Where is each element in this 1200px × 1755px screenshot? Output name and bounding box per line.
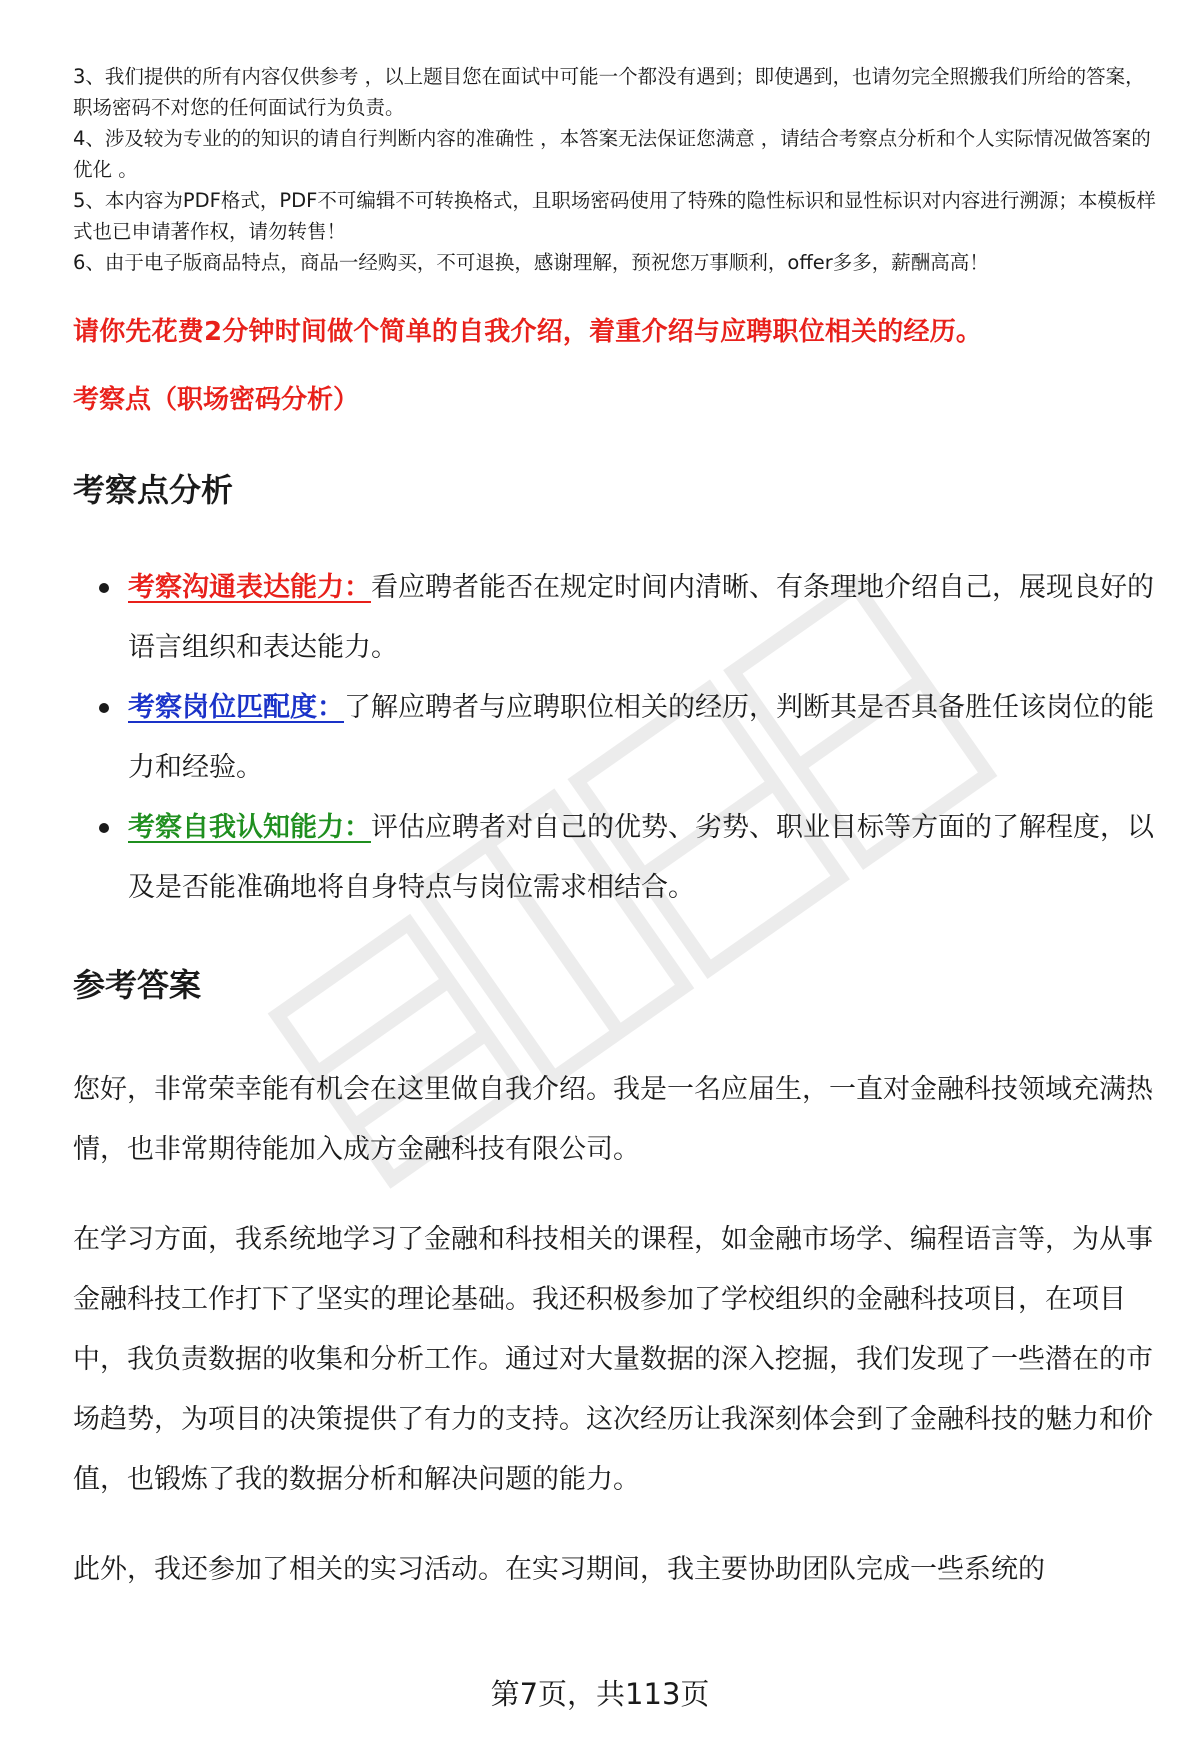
answer-paragraph: 在学习方面，我系统地学习了金融和科技相关的课程，如金融市场学、编程语言等，为从事金融科技工作打下了坚实的理论基础。我还积极参加了学校组织的金融科技项目，在项目中，我负责数据的收集和分析工作。通过对大量数据的深入挖掘，我们发现了一些潜在的市场趋势，为项目的决策提供了有力的支持。这次经历让我深刻体会到了金融科技的魅力和价值，也锻炼了我的数据分析和解决问题的能力。 [73,1224,1153,1495]
answer-paragraph: 此外，我还参加了相关的实习活动。在实习期间，我主要协助团队完成一些系统的 [73,1554,1045,1585]
point-label: 考察岗位匹配度： [128,692,344,723]
analysis-heading: 考察点分析 [73,471,234,509]
answer-body [73,1060,1153,1630]
page-footer: 第7页，共113页 [490,1677,710,1711]
assessment-points-list [73,558,1163,918]
interview-question: 请你先花费2分钟时间做个简单的自我介绍，着重介绍与应聘职位相关的经历。 [73,317,983,347]
bullet-icon [99,823,109,833]
point-text: 看应聘者能否在规定时间内清晰、有条理地介绍自己，展现良好的语言组织和表达能力。 [128,572,1154,663]
answer-paragraph: 您好，非常荣幸能有机会在这里做自我介绍。我是一名应届生，一直对金融科技领域充满热情，也非常期待能加入成方金融科技有限公司。 [73,1074,1153,1165]
assessment-title: 考察点（职场密码分析） [73,385,360,415]
disclaimer-notes [73,61,1158,278]
note-item: 5、本内容为PDF格式，PDF不可编辑不可转换格式，且职场密码使用了特殊的隐性标识和显性标识对内容进行溯源；本模板样式也已申请著作权，请勿转售！ [73,189,1156,243]
note-item: 6、由于电子版商品特点，商品一经购买，不可退换，感谢理解，预祝您万事顺利，offer多多，薪酬高高！ [73,251,989,274]
assessment-point [73,678,1163,798]
point-text: 了解应聘者与应聘职位相关的经历，判断其是否具备胜任该岗位的能力和经验。 [128,692,1154,783]
point-label: 考察沟通表达能力： [128,572,371,603]
point-text: 评估应聘者对自己的优势、劣势、职业目标等方面的了解程度，以及是否能准确地将自身特点与岗位需求相结合。 [128,812,1154,903]
assessment-point [73,558,1163,678]
point-label: 考察自我认知能力： [128,812,371,843]
note-item: 3、我们提供的所有内容仅供参考 ，以上题目您在面试中可能一个都没有遇到；即使遇到，也请勿完全照搬我们所给的答案，职场密码不对您的任何面试行为负责。 [73,65,1145,119]
note-item: 4、涉及较为专业的的知识的请自行判断内容的准确性 ，本答案无法保证您满意 ，请结合考察点分析和个人实际情况做答案的优化 。 [73,127,1151,181]
assessment-point [73,798,1163,918]
answer-heading: 参考答案 [73,966,202,1004]
bullet-icon [99,583,109,593]
bullet-icon [99,703,109,713]
